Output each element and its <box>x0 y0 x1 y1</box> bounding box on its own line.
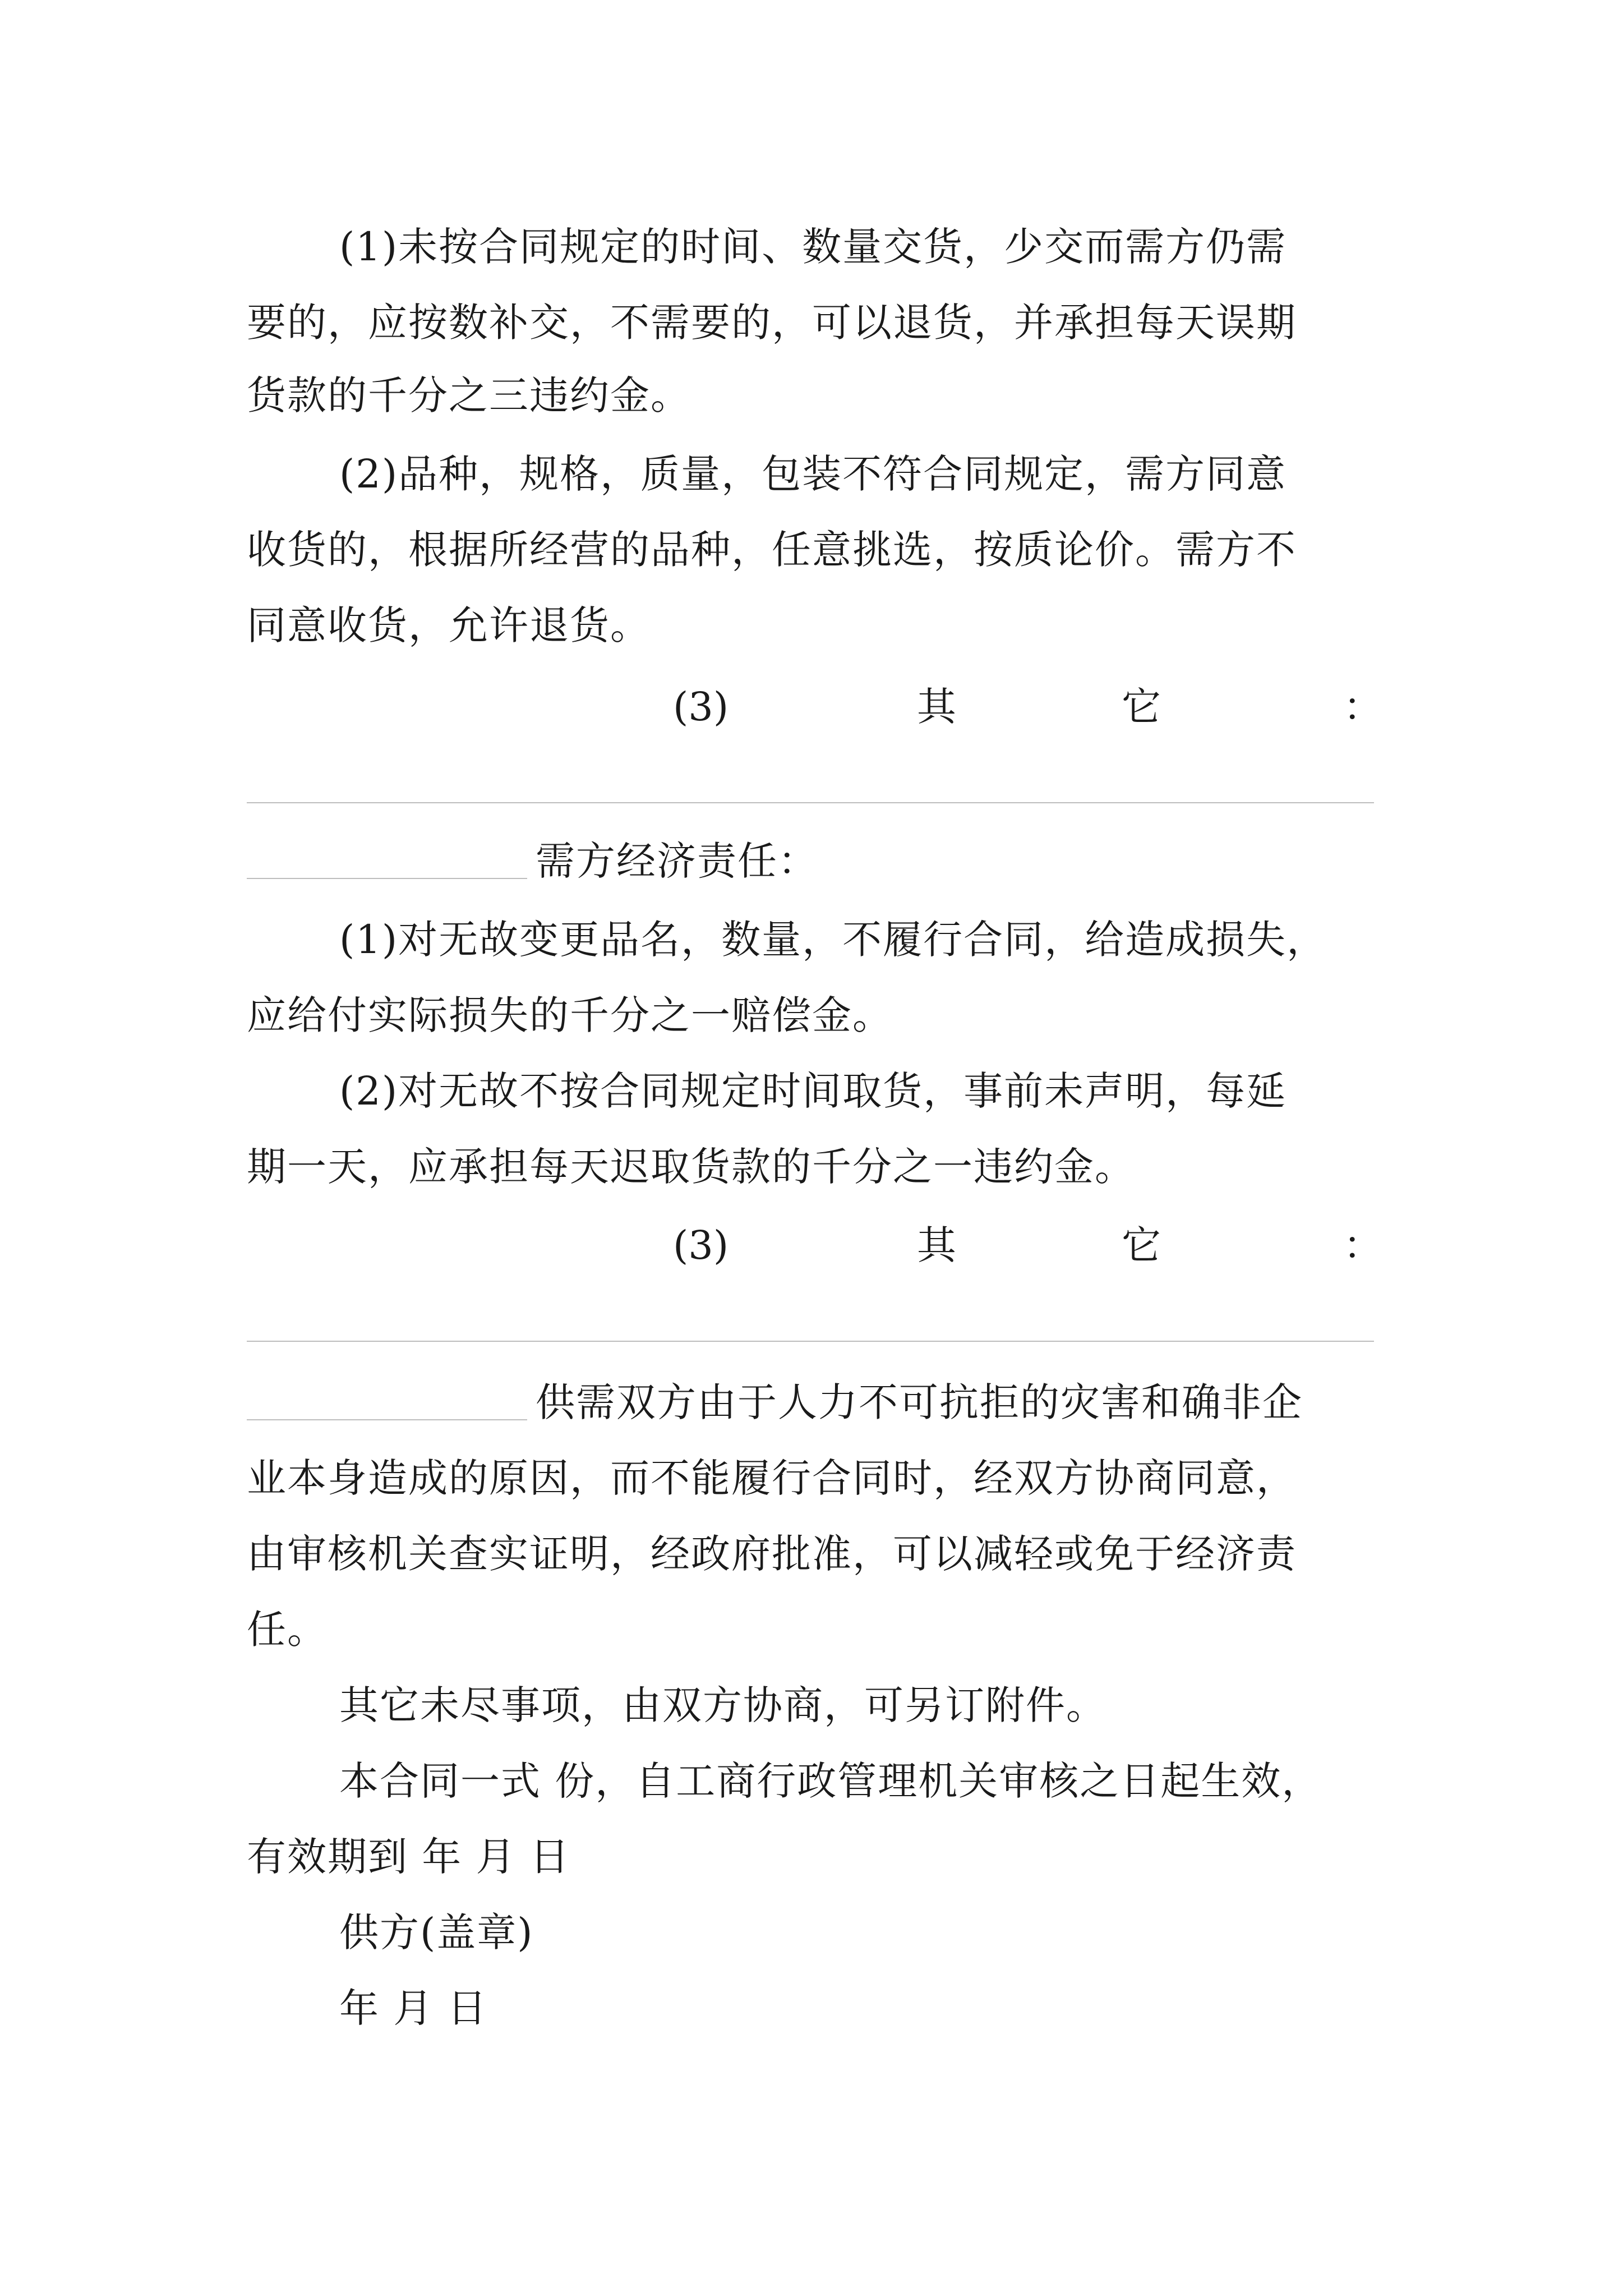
supplier-seal-label: 供方(盖章) <box>339 1910 534 1955</box>
force-majeure-line2: 业本身造成的原因，而不能履行合同时，经双方协商同意， <box>247 1455 1297 1501</box>
supplier-item1-line2: 要的，应按数补交，不需要的，可以退货，并承担每天误期 <box>247 300 1297 346</box>
buyer-item2-line1: (2)对无故不按合同规定时间取货，事前未声明，每延 <box>339 1068 1287 1114</box>
buyer-item3-number: (3) <box>673 1222 729 1268</box>
contract-copies-line1: 本合同一式 份，自工商行政管理机关审核之日起生效， <box>339 1758 1322 1804</box>
supplier-item1-line1: (1)未按合同规定的时间、数量交货，少交而需方仍需 <box>339 224 1287 270</box>
supplier-item3-row <box>673 682 1380 732</box>
buyer-item1-line1: (1)对无故变更品名，数量，不履行合同，给造成损失， <box>339 917 1327 963</box>
supplier-item2-line3: 同意收货，允许退货。 <box>247 602 651 648</box>
force-majeure-line3: 由审核机关查实证明，经政府批准，可以减轻或免于经济责 <box>247 1531 1297 1577</box>
buyer-item2-line2: 期一天，应承担每天迟取货款的千分之一违约金。 <box>247 1144 1135 1190</box>
buyer-item3-colon: ： <box>1343 1222 1382 1268</box>
supplier-item3-number: (3) <box>673 684 729 730</box>
buyer-heading-blank-line <box>247 878 527 879</box>
buyer-section-heading: 需方经济责任： <box>536 838 818 884</box>
supplier-item3-char1: 其 <box>917 684 956 730</box>
force-majeure-line4: 任。 <box>247 1607 328 1653</box>
force-majeure-blank-line <box>247 1419 527 1420</box>
supplier-item2-line1: (2)品种，规格，质量，包装不符合同规定，需方同意 <box>339 451 1287 497</box>
buyer-item3-char2: 它 <box>1122 1222 1161 1268</box>
buyer-item3-char1: 其 <box>917 1222 956 1268</box>
force-majeure-line1: 供需双方由于人力不可抗拒的灾害和确非企 <box>536 1379 1303 1425</box>
supplier-item2-line2: 收货的，根据所经营的品种，任意挑选，按质论价。需方不 <box>247 527 1297 573</box>
supplier-item1-line3: 货款的千分之三违约金。 <box>247 372 691 418</box>
supplier-item3-char2: 它 <box>1122 684 1161 730</box>
buyer-item3-fill-line <box>247 1341 1374 1342</box>
buyer-item1-line2: 应给付实际损失的千分之一赔偿金。 <box>247 992 893 1038</box>
contract-copies-line2: 有效期到 年 月 日 <box>247 1834 570 1880</box>
signature-date: 年 月 日 <box>339 1985 488 2031</box>
other-matters-text: 其它未尽事项，由双方协商，可另订附件。 <box>339 1682 1106 1728</box>
supplier-item3-colon: ： <box>1343 684 1382 730</box>
supplier-item3-fill-line <box>247 802 1374 803</box>
buyer-item3-row <box>673 1220 1380 1271</box>
